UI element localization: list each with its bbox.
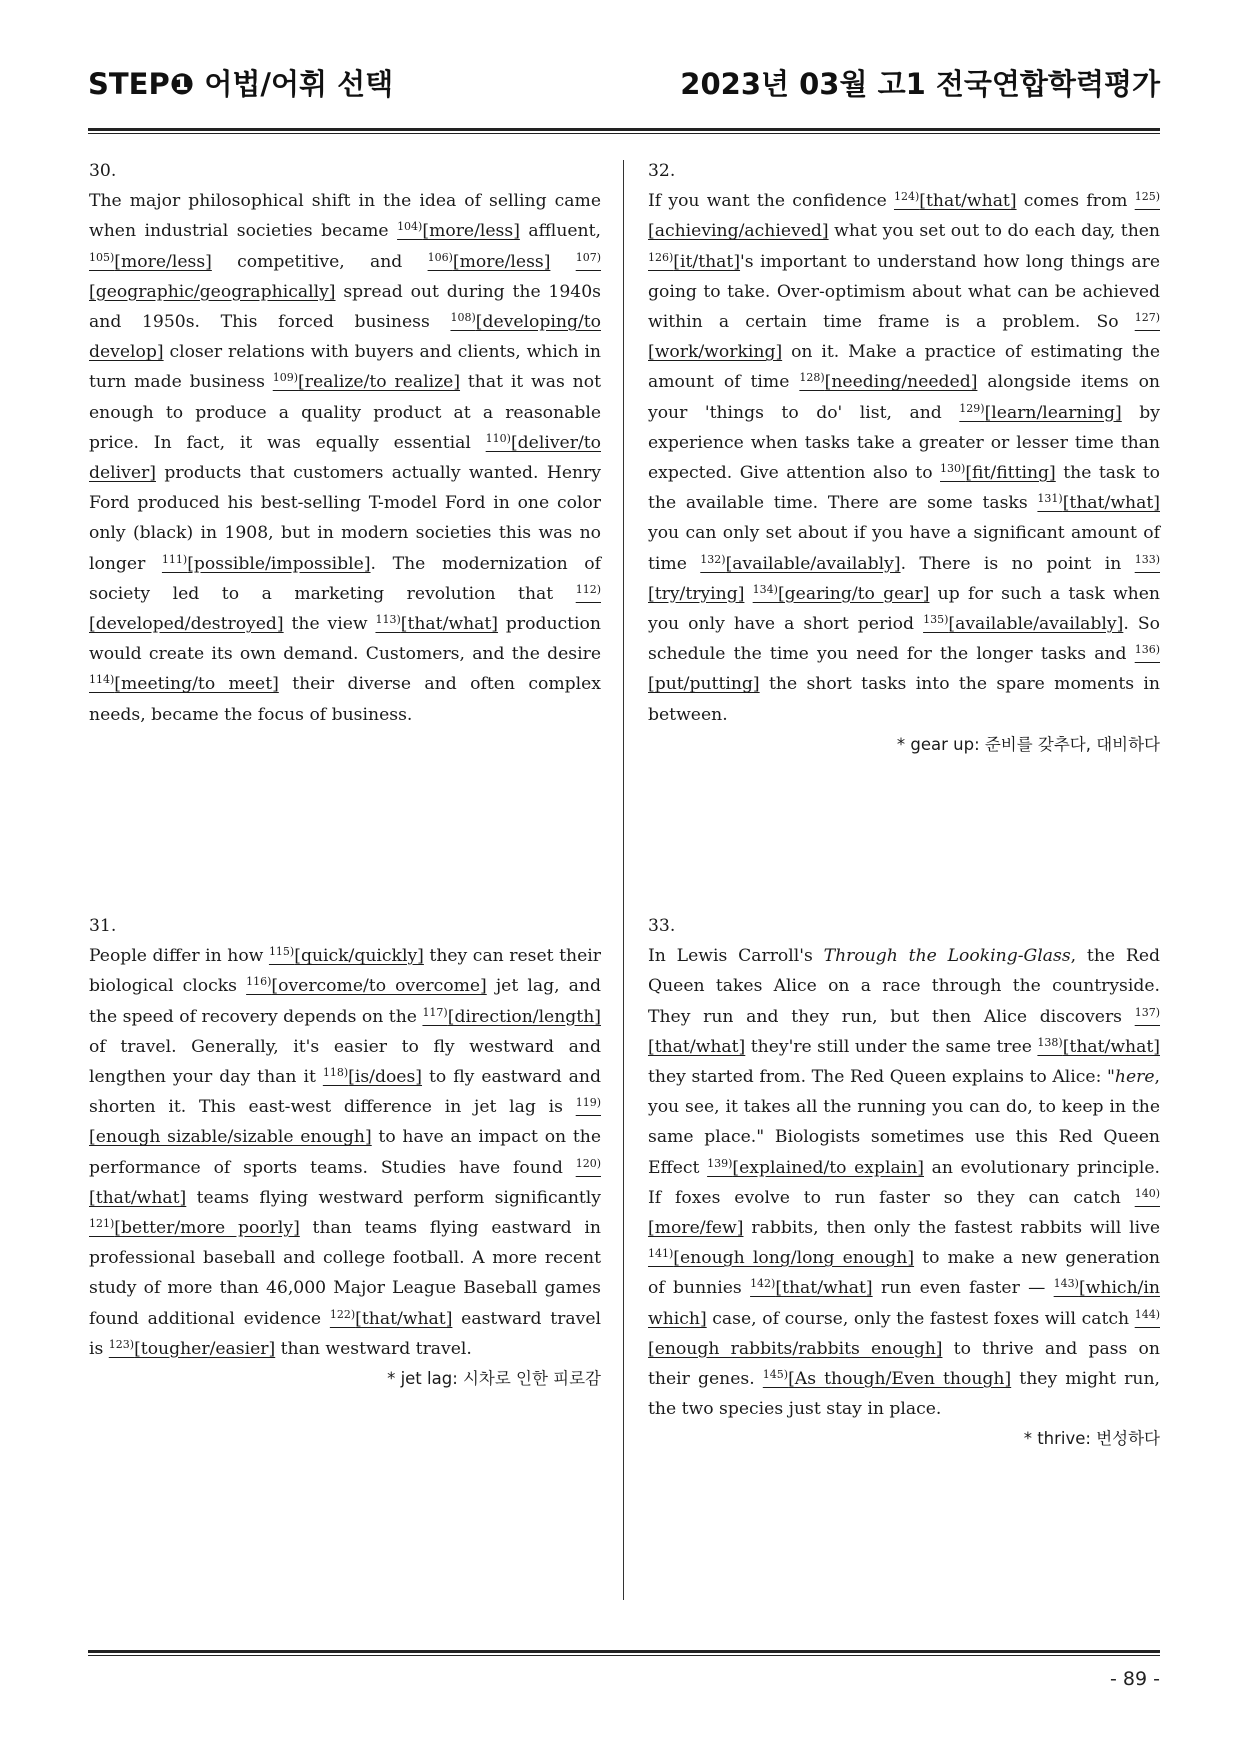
choice-options: [that/what] — [355, 1308, 453, 1329]
choice-options: [direction/length] — [447, 1006, 601, 1027]
choice-options: [meeting/to meet] — [114, 674, 279, 695]
passage-text: of travel. Generally, it's easier to fly westward and lengthen your day than it — [89, 1036, 601, 1088]
item-number: 113) — [375, 613, 401, 627]
question-30 — [89, 156, 601, 730]
choice-blank — [940, 463, 1056, 483]
footnote: * thrive: 번성하다 — [1023, 1429, 1160, 1449]
passage-text: spread out during the 1940s and 1950s. This forced business — [89, 281, 601, 333]
footnote: * gear up: 준비를 갖추다, 대비하다 — [896, 734, 1160, 754]
item-number: 141) — [648, 1247, 674, 1261]
item-number: 135) — [923, 613, 949, 627]
passage-text: . The modernization of society led to a marketing revolution that — [89, 553, 601, 604]
passage-text: In Lewis Carroll's — [648, 946, 824, 967]
italic-text: Through the Looking-Glass — [823, 946, 1071, 967]
item-number: 124) — [893, 190, 920, 204]
passage-text: they can reset their biological clocks — [89, 946, 601, 997]
item-number: 118) — [322, 1066, 349, 1080]
item-number: 114) — [89, 673, 115, 687]
choice-blank — [894, 191, 1017, 211]
passage — [89, 941, 601, 1364]
header-rule-thin — [88, 133, 1160, 134]
passage-text — [744, 584, 752, 604]
passage-text: what you set out to do each day, then — [828, 221, 1160, 242]
passage-text: their diverse and often complex needs, became the focus of business. — [89, 674, 601, 725]
item-number: 120) — [575, 1156, 601, 1170]
choice-blank — [707, 1158, 924, 1178]
choice-options: [possible/impossible] — [187, 553, 371, 574]
choice-blank — [273, 372, 460, 392]
choice-options: [more/few] — [648, 1218, 744, 1239]
passage-text: alongside items on your 'things to do' list, and — [648, 372, 1160, 423]
section-title: STEP❶ 어법/어휘 선택 — [88, 67, 394, 101]
item-number: 109) — [272, 371, 299, 385]
column-divider — [623, 160, 624, 1600]
question-number: 33. — [648, 916, 676, 936]
item-number: 122) — [329, 1307, 356, 1321]
choice-blank — [648, 1248, 914, 1268]
passage-text: case, of course, only the fastest foxes will catch — [706, 1308, 1135, 1329]
choice-options: [deliver/to deliver] — [89, 432, 601, 484]
choice-blank — [89, 674, 279, 694]
choice-options: [explained/to explain] — [732, 1157, 924, 1178]
choice-blank — [428, 252, 551, 272]
passage-text: The major philosophical shift in the idea of selling came when industrial societies became — [89, 191, 601, 242]
choice-options: [that/what] — [400, 614, 499, 635]
question-33 — [648, 911, 1160, 1455]
choice-options: [fit/fitting] — [965, 463, 1056, 484]
passage-text: you can only set about if you have a significant amount of time — [648, 523, 1160, 574]
item-number: 133) — [1134, 552, 1160, 566]
choice-options: [As though/Even though] — [788, 1369, 1012, 1390]
item-number: 121) — [89, 1217, 115, 1231]
choice-blank — [89, 252, 212, 272]
passage-text: , you see, it takes all the running you can do, to keep in the same place." Biologists sometimes use this Red Queen Effect — [648, 1067, 1160, 1178]
passage-text: they're still under the same tree — [745, 1036, 1038, 1057]
exam-title: 2023년 03월 고1 전국연합학력평가 — [680, 67, 1160, 101]
choice-blank — [89, 1218, 300, 1238]
choice-options: [quick/quickly] — [294, 946, 424, 967]
item-number: 117) — [422, 1005, 448, 1019]
passage-text: to fly eastward and shorten it. This east-west difference in jet lag is — [89, 1067, 601, 1118]
passage — [648, 941, 1160, 1424]
passage-text: closer relations with buyers and clients, which in turn made business — [89, 342, 601, 393]
item-number: 131) — [1037, 492, 1063, 506]
passage-text: they might run, the two species just stay in place. — [648, 1369, 1160, 1420]
choice-blank — [162, 554, 371, 574]
italic-text: here — [1114, 1067, 1155, 1088]
choice-options: [overcome/to overcome] — [271, 976, 487, 997]
choice-options: [geographic/geographically] — [89, 281, 336, 302]
item-number: 126) — [648, 250, 674, 264]
choice-options: [that/what] — [648, 1036, 746, 1057]
choice-blank — [422, 1007, 601, 1027]
choice-blank — [1037, 493, 1160, 513]
item-number: 111) — [161, 552, 188, 566]
choice-options: [more/less] — [452, 251, 551, 272]
item-number: 107) — [575, 250, 601, 264]
passage-text: rabbits, then only the fastest rabbits will live — [743, 1218, 1160, 1239]
choice-blank — [375, 614, 498, 634]
choice-options: [put/putting] — [648, 674, 760, 695]
passage-text: an evolutionary principle. If foxes evolve to run faster so they can catch — [648, 1157, 1160, 1208]
choice-options: [gearing/to gear] — [777, 583, 930, 604]
header-rule — [88, 128, 1160, 131]
item-number: 125) — [1134, 190, 1160, 204]
passage-text: the task to the available time. There are some tasks — [648, 463, 1160, 514]
choice-options: [work/working] — [648, 342, 783, 363]
passage-text: up for such a task when you only have a short period — [648, 583, 1160, 635]
question-number: 31. — [89, 916, 117, 936]
passage-text: on it. Make a practice of estimating the amount of time — [648, 342, 1160, 393]
passage-text: eastward travel is — [89, 1308, 601, 1359]
passage-text — [550, 252, 575, 272]
passage-text: . There is no point in — [900, 553, 1135, 574]
question-number: 30. — [89, 161, 117, 181]
item-number: 144) — [1134, 1307, 1160, 1321]
item-number: 105) — [89, 250, 115, 264]
choice-blank — [959, 403, 1121, 423]
passage-text: comes from — [1016, 191, 1135, 212]
passage-text: products that customers actually wanted. Henry Ford produced his best-selling T-model Ford in one color only (black) in 1908, but in modern societies this was no longer — [89, 463, 601, 574]
page-number: - 89 - — [1110, 1668, 1160, 1690]
passage-text: competitive, and — [211, 251, 428, 272]
passage — [648, 186, 1160, 730]
choice-options: [enough sizable/sizable enough] — [89, 1127, 372, 1148]
choice-options: [it/that] — [673, 251, 741, 272]
passage-text: . So schedule the time you need for the longer tasks and — [648, 614, 1160, 665]
choice-options: [enough long/long enough] — [673, 1248, 915, 1269]
choice-options: [available/availably] — [725, 553, 901, 574]
choice-blank — [700, 554, 900, 574]
choice-blank — [799, 372, 977, 392]
choice-blank — [397, 221, 520, 241]
item-number: 110) — [485, 431, 511, 445]
item-number: 108) — [450, 311, 476, 325]
passage-text: than teams flying eastward in professional baseball and college football. A more recent study of more than 46,000 Major League Baseball games found additional evidence — [89, 1218, 601, 1329]
item-number: 137) — [1134, 1005, 1160, 1019]
passage-text: to make a new generation of bunnies — [648, 1248, 1161, 1299]
choice-blank — [648, 252, 740, 272]
choice-blank — [330, 1309, 453, 1329]
passage-text: the view — [283, 614, 376, 635]
choice-blank — [269, 946, 424, 966]
passage-text: 's important to understand how long things are going to take. Over-optimism about what can be achieved within a certain time frame is a problem. So — [648, 251, 1160, 333]
passage-text: production would create its own demand. Customers, and the desire — [89, 614, 601, 665]
page-header — [88, 62, 1160, 106]
item-number: 128) — [799, 371, 825, 385]
item-number: 127) — [1134, 311, 1160, 325]
item-number: 132) — [700, 552, 726, 566]
passage-text: teams flying westward perform significantly — [186, 1187, 601, 1208]
item-number: 106) — [427, 250, 453, 264]
choice-options: [developing/to develop] — [89, 312, 601, 363]
choice-options: [that/what] — [775, 1278, 873, 1299]
passage-text: by experience when tasks take a greater or lesser time than expected. Give attention also to — [648, 402, 1160, 484]
item-number: 115) — [268, 945, 295, 959]
item-number: 143) — [1053, 1277, 1079, 1291]
item-number: 139) — [707, 1156, 733, 1170]
choice-options: [that/what] — [1062, 1036, 1160, 1057]
passage — [89, 186, 601, 730]
choice-blank — [750, 1278, 873, 1298]
passage-text: People differ in how — [89, 946, 269, 967]
choice-options: [that/what] — [919, 191, 1017, 212]
choice-options: [try/trying] — [648, 583, 745, 604]
choice-options: [that/what] — [1062, 493, 1160, 514]
item-number: 134) — [752, 582, 778, 596]
item-number: 145) — [762, 1368, 789, 1382]
choice-blank — [246, 976, 487, 996]
item-number: 104) — [397, 220, 423, 234]
passage-text: run even faster — — [872, 1278, 1054, 1299]
passage-text: to have an impact on the performance of sports teams. Studies have found — [89, 1127, 601, 1178]
item-number: 119) — [575, 1096, 601, 1110]
choice-options: [enough rabbits/rabbits enough] — [648, 1338, 943, 1359]
item-number: 116) — [246, 975, 272, 989]
item-number: 136) — [1134, 643, 1160, 657]
passage-text: they started from. The Red Queen explains to Alice: " — [648, 1067, 1115, 1088]
choice-options: [that/what] — [89, 1187, 187, 1208]
choice-options: [realize/to realize] — [298, 372, 461, 393]
question-number: 32. — [648, 161, 676, 181]
item-number: 138) — [1037, 1035, 1063, 1049]
choice-options: [better/more poorly] — [114, 1218, 300, 1239]
choice-blank — [923, 614, 1123, 634]
item-number: 129) — [959, 401, 985, 415]
item-number: 130) — [940, 462, 966, 476]
item-number: 123) — [108, 1337, 135, 1351]
choice-blank — [323, 1067, 422, 1087]
passage-text: the short tasks into the spare moments in between. — [648, 674, 1160, 725]
choice-options: [more/less] — [114, 251, 212, 272]
choice-options: [which/in which] — [648, 1278, 1160, 1329]
choice-blank — [753, 584, 930, 604]
choice-options: [is/does] — [348, 1067, 423, 1088]
question-32 — [648, 156, 1160, 760]
passage-text: that it was not enough to produce a quality product at a reasonable price. In fact, it was equally essential — [89, 372, 601, 453]
choice-options: [developed/destroyed] — [89, 614, 284, 635]
choice-blank — [763, 1369, 1011, 1389]
choice-options: [more/less] — [422, 221, 520, 242]
choice-options: [learn/learning] — [984, 402, 1122, 423]
item-number: 140) — [1134, 1186, 1160, 1200]
choice-options: [achieving/achieved] — [648, 221, 829, 242]
choice-options: [needing/needed] — [824, 372, 978, 393]
passage-text: jet lag, and the speed of recovery depends on the — [89, 976, 601, 1027]
passage-text: than westward travel. — [275, 1338, 472, 1359]
footer-rule-thin — [88, 1655, 1160, 1656]
passage-text: If you want the confidence — [648, 191, 894, 212]
choice-blank — [1037, 1037, 1160, 1057]
passage-text: to thrive and pass on their genes. — [648, 1338, 1160, 1390]
footer-rule — [88, 1650, 1160, 1653]
passage-text: affluent, — [519, 221, 601, 242]
item-number: 112) — [575, 582, 601, 596]
footnote: * jet lag: 시차로 인한 피로감 — [387, 1369, 601, 1389]
question-31 — [89, 911, 601, 1394]
choice-options: [available/availably] — [948, 614, 1124, 635]
passage-text: , the Red Queen takes Alice on a race through the countryside. They run and they run, but then Alice discovers — [648, 946, 1161, 1027]
item-number: 142) — [750, 1277, 776, 1291]
choice-options: [tougher/easier] — [134, 1338, 276, 1359]
choice-blank — [109, 1339, 275, 1359]
